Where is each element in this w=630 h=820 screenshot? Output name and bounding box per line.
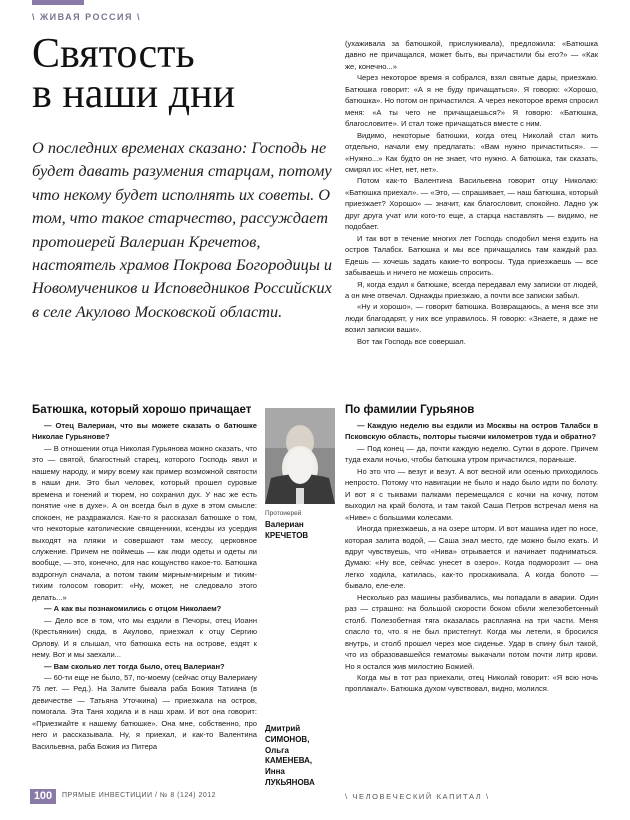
interview-question: — Вам сколько лет тогда было, отец Валериан? [44,661,225,671]
authors-byline [265,724,315,789]
paragraph: Иногда приезжаешь, а на озере шторм. И вот машина идет по носе, которая залита водой, — Саша знал место, где можно было ехать. И вдруг чувствуешь, что «Нива» отрывается и начинает подниматься. Думаю: «Ну все, сейчас унесет в озеро». Когда подморозит — она легко ходила, катилась, как-то проскакивала. А когда болото — бывало, еле-еле. [345,524,598,591]
article-title [32,31,332,117]
author-line: Ольга [265,745,289,755]
left-section-heading: Батюшка, который хорошо причащает [32,404,252,416]
paragraph: Потом как-то Валентина Васильевна говорит отцу Николаю: «Батюшка приехал». — «Это, — спрашивает, — наш батюшка, который приезжает? Хорошо» — значит, как благословит, спокойно. Ладно уж друг друга учат или кого-то еще, а старца наставлять — видимо, не подобает. [345,176,598,232]
portrait-photo [265,408,335,504]
paragraph: Видимо, некоторые батюшки, когда отец Николай стал жить отдельно, начали ему предлагать: «Вам нужно причаститься». — «Нужно...» Как будто он не знает, что нужно. А батюшка, так сказать, смирял их: «Нет, нет, нет». [345,130,598,174]
article-lead: О последних временах сказано: Господь не будет давать разумения старцам, потому что некому будет исполнять их советы. О том, что такое старчество, рассуждает протоиерей Валериан Кречетов, настоятель храмов Покрова Богородицы и Новомучеников и Исповедников Российских в селе Акулово Московской области. [32,138,333,321]
author-line: Дмитрий [265,724,301,733]
photo-caption-last-name: КРЕЧЕТОВ [265,530,309,540]
paragraph: — В отношении отца Николая Гурьянова можно сказать, что это — святой, благостный старец, которого Господь явил и нашему народу, и миру всему как пример возможной святости в наши дни. Это был человек, который прошел суровые времена и гонений и тюрем, но сохранил дух. У нас же есть понятие «не в духе». А он всегда был в духе в этом смысле: спокоен, не раздражался. Как-то я рассказал батюшке о том, что некоторые католические священники, ксендзы из усердия выходят на пляжи и совершают там мессу, церковное служение. Причем не поймешь — как люди одеты и одеты ли вообще, — это, конечно, для нас кощунство какое-то. Батюшка вздрогнул сначала, а потом таким мирным-мирным и тихим-тихим голосом говорит: «Ну, может, не следовало этого делать...» [32,443,257,602]
paragraph: (ухаживала за батюшкой, прислуживала), предложила: «Батюшка давно не причащался, может быть, вы причастили бы его?» — «Как же, конечно...» [345,39,598,71]
photo-caption-title: Протоиерей [265,510,302,517]
page-number: 100 [30,789,56,804]
interview-question: — Отец Валериан, что вы можете сказать о батюшке Николае Гурьянове? [32,421,257,442]
priest-portrait-image [265,408,335,504]
interview-question: — А как вы познакомились с отцом Николаем? [44,604,222,614]
footer-section: \ ЧЕЛОВЕЧЕСКИЙ КАПИТАЛ \ [345,792,490,801]
author-line: КАМЕНЕВА, [265,756,313,766]
photo-caption-first-name: Валериан [265,520,304,529]
photo-caption-name [265,520,308,541]
paragraph: — Дело все в том, что мы ездили в Печоры, отец Иоанн (Крестьянкин) сюда, в Акулово, приезжал к отцу Сергию Орлову. И я слышал, что батюшка есть на острове, ездят к нему. Вот и мы заехали... [32,615,257,660]
rubric-label: \ ЖИВАЯ РОССИЯ \ [32,12,141,22]
right-lower-column-text [345,420,598,695]
right-section-heading: По фамилии Гурьянов [345,404,475,416]
rubric-bar [32,0,84,5]
footer-publication: ПРЯМЫЕ ИНВЕСТИЦИИ / № 8 (124) 2012 [62,792,217,799]
paragraph: — 60-ти еще не было, 57, по-моему (сейчас отцу Валериану 75 лет. — Ред.). На Залите бывала раба Божия Татиана (в девичестве — Татьяна Уточкина) — приезжала на остров, помогала. Эта Таня ходила и в наш храм. И вот она говорит: «Приезжайте к нашему батюшке». Она мне, собственно, про него и рассказывала. Ну, я приехал, и как-то Валентина Васильевна, раба Божия из Питера [32,672,257,751]
paragraph: Я, когда ездил к батюшке, всегда передавал ему записки от людей, а он мне отвечал. Однажды приезжаю, а почти все записки забыл. [345,279,598,300]
paragraph: И так вот в течение многих лет Господь сподобил меня ездить на остров Талабск. Батюшка и мы все причащались там каждый раз. Едешь — хочешь задать какие-то вопросы. Туда приезжаешь — все забываешь и ничего не можешь спросить. [345,233,598,278]
interview-question: — Каждую неделю вы ездили из Москвы на остров Талабск в Псковскую область, полторы тысячи километров туда и обратно? [345,421,598,442]
paragraph: Но это что — везут и везут. А вот весной или осенью приходилось непросто. Потому что навигации не было и надо было идти по болоту. И вот я с тыквами палками перемещался с кочки на кочку, потом выходил на край болота, и там такой Саша Петров встречал меня на «Ниве» с большими колесами. [345,466,598,522]
paragraph: Через некоторое время я собрался, взял святые дары, приезжаю. Батюшка говорит: «А я не буду причащаться». Я говорю: «Хорошо, батюшка». Но потом он причастился. А через некоторое время спросил меня: «А ты чего не причащаешься?» Я говорю: «Батюшка, благословите». И стал тоже причащаться вместе с ним. [345,73,598,129]
paragraph: «Ну и хорошо», — говорит батюшка. Возвращаюсь, а меня все эти люди благодарят, у них все управилось. Я говорю: «Знаете, я даже не возил записки ваши». [345,302,598,335]
paragraph: Несколько раз машины разбивались, мы попадали в аварии. Один раз — страшно: на большой скорости боком сбили железобетонный столб. Полезобетная тяга оказалась расплаяна на три части. Меня спасло то, что я не был пристегнут. Когда мы летели, я бросился внутрь, и столб прошел через мое сиденье. Удар в спину был такой, что из образовавшейся гематомы выкачали потом почти литр крови. Но я остался жив милостию Божией. [345,592,598,671]
paragraph: Когда мы в тот раз приехали, отец Николай говорит: «Я всю ночь проплакал». Батюшка духом чувствовал, видно, молился. [345,672,598,694]
author-line: ЛУКЬЯНОВА [265,777,315,787]
paragraph: — Под конец — да, почти каждую неделю. Сутки в дороге. Причем туда ехали ночью, чтобы батюшка утром причастился, пораньше. [345,443,598,465]
title-line-1: Святость [32,31,195,77]
right-column-text [345,38,598,347]
author-line: СИМОНОВ, [265,734,310,744]
left-column-text [32,420,257,752]
title-line-2: в наши дни [32,71,236,117]
author-line: Инна [265,767,285,777]
paragraph: Вот так Господь все совершал. [357,336,466,346]
